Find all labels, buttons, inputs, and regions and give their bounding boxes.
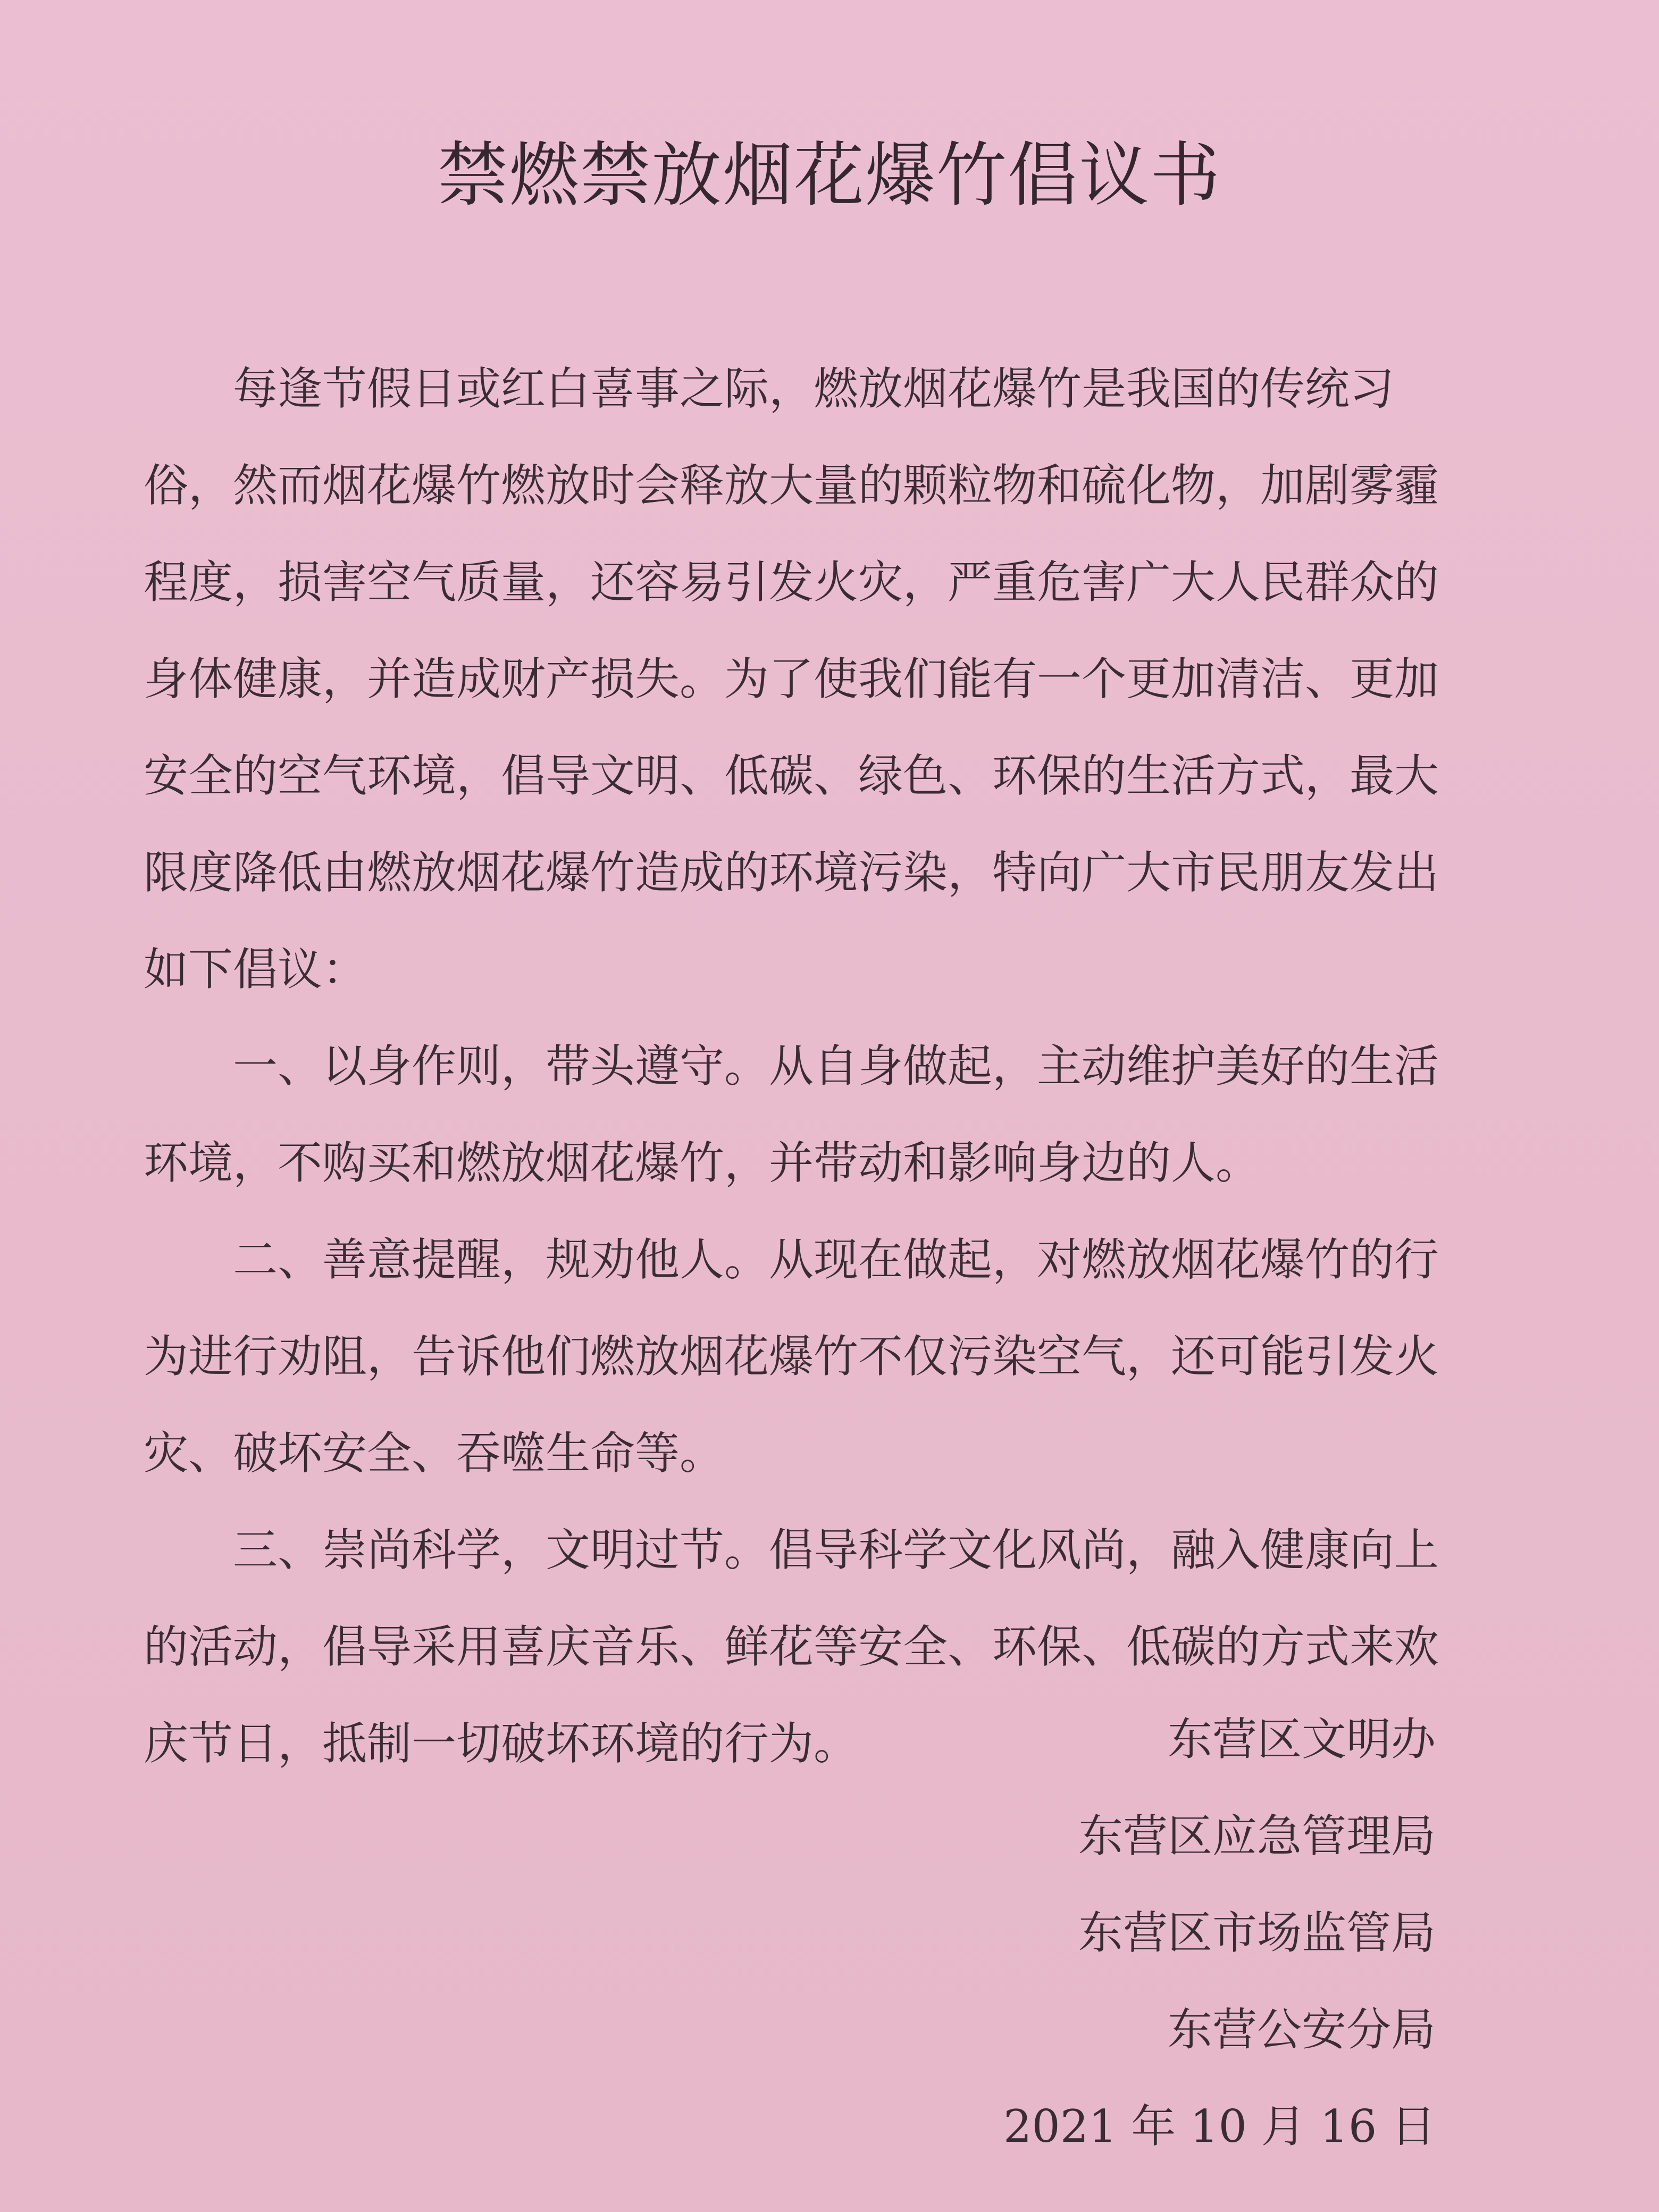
document-title: 禁燃禁放烟花爆竹倡议书 xyxy=(438,135,1221,216)
signatory-1: 东营区文明办 xyxy=(1167,1713,1436,1765)
proposal-three-paragraph: 三、崇尚科学，文明过节。倡导科学文化风尚，融入健康向上的活动，倡导采用喜庆音乐、鲜花等安全、环保、低碳的方式来欢庆节日，抵制一切破坏环境的行为。 xyxy=(144,1524,1439,1770)
proposal-one-paragraph: 一、以身作则，带头遵守。从自身做起，主动维护美好的生活环境，不购买和燃放烟花爆竹，并带动和影响身边的人。 xyxy=(144,1040,1439,1189)
document-date: 2021 年 10 月 16 日 xyxy=(1003,2100,1436,2152)
signatory-3: 东营区市场监管局 xyxy=(1078,1907,1436,1959)
proposal-two-paragraph: 二、善意提醒，规劝他人。从现在做起，对燃放烟花爆竹的行为进行劝阻，告诉他们燃放烟花爆竹不仅污染空气，还可能引发火灾、破坏安全、吞噬生命等。 xyxy=(144,1234,1439,1479)
signature-block xyxy=(798,1691,1436,2175)
document-body xyxy=(144,340,1446,1792)
signatory-2: 东营区应急管理局 xyxy=(1078,1810,1436,1862)
intro-paragraph: 每逢节假日或红白喜事之际，燃放烟花爆竹是我国的传统习俗，然而烟花爆竹燃放时会释放大量的颗粒物和硫化物，加剧雾霾程度，损害空气质量，还容易引发火灾，严重危害广大人民群众的身体健康，并造成财产损失。为了使我们能有一个更加清洁、更加安全的空气环境，倡导文明、低碳、绿色、环保的生活方式，最大限度降低由燃放烟花爆竹造成的环境污染，特向广大市民朋友发出如下倡议： xyxy=(144,363,1439,995)
signatory-4: 东营公安分局 xyxy=(1167,2004,1436,2056)
